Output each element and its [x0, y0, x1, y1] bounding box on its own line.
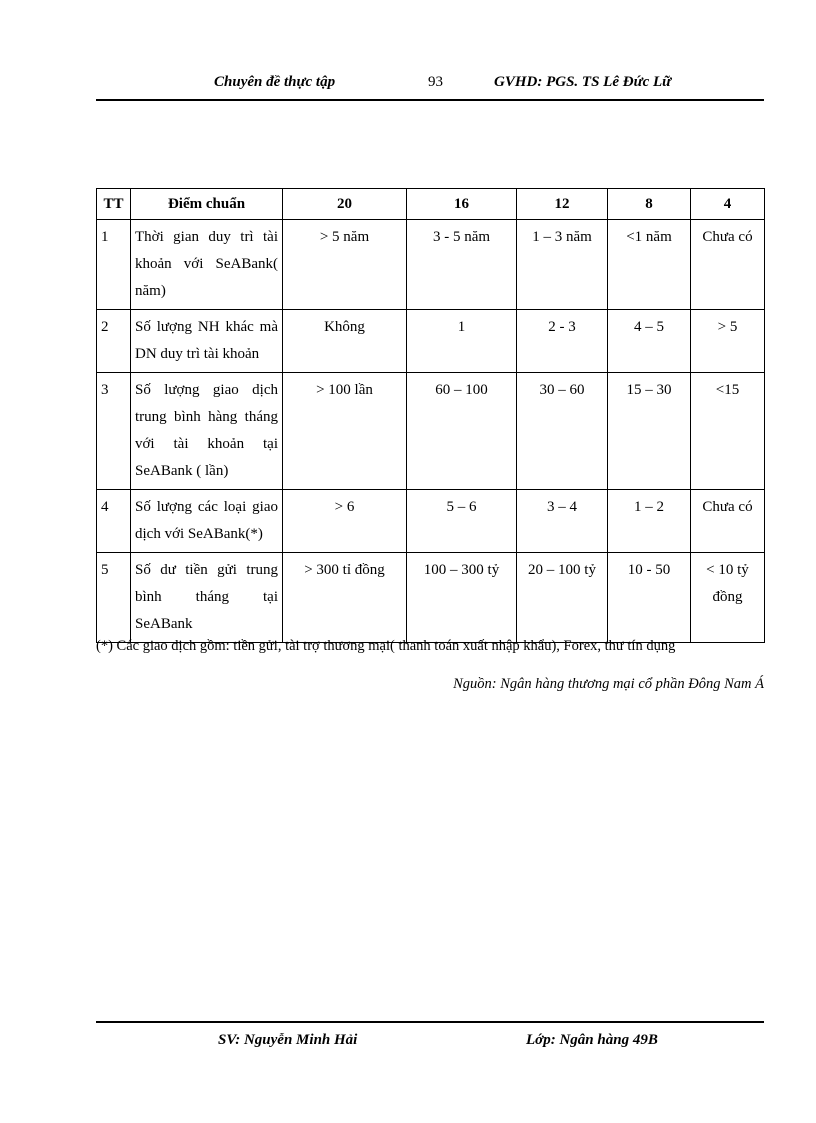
page-header — [96, 72, 764, 96]
value-cell: 15 – 30 — [608, 373, 691, 490]
criteria-cell: Thời gian duy trì tài khoản với SeABank( năm) — [131, 220, 283, 310]
criteria-cell: Số lượng giao dịch trung bình hàng tháng với tài khoản tại SeABank ( lần) — [131, 373, 283, 490]
value-cell: Chưa có — [691, 490, 765, 553]
value-cell: 30 – 60 — [517, 373, 608, 490]
header-cell-score: 8 — [608, 189, 691, 220]
header-cell-criteria: Điểm chuẩn — [131, 189, 283, 220]
header-supervisor: GVHD: PGS. TS Lê Đức Lữ — [494, 74, 672, 90]
row-number: 1 — [97, 220, 131, 310]
value-cell: > 100 lần — [283, 373, 407, 490]
header-rule — [96, 99, 764, 101]
value-cell: 2 - 3 — [517, 310, 608, 373]
header-cell-score: 20 — [283, 189, 407, 220]
value-cell: <15 — [691, 373, 765, 490]
footer-rule — [96, 1021, 764, 1023]
criteria-cell: Số dư tiền gửi trung bình tháng tại SeABank — [131, 553, 283, 643]
criteria-cell: Số lượng NH khác mà DN duy trì tài khoản — [131, 310, 283, 373]
value-cell: <1 năm — [608, 220, 691, 310]
value-cell: Chưa có — [691, 220, 765, 310]
table-row — [97, 490, 765, 553]
value-cell: Không — [283, 310, 407, 373]
value-cell: > 300 tỉ đồng — [283, 553, 407, 643]
table-footnote: (*) Các giao dịch gồm: tiền gửi, tài trợ thương mại( thanh toán xuất nhập khẩu), Forex, thư tín dụng — [96, 638, 676, 654]
footer-student: SV: Nguyễn Minh Hải — [218, 1032, 358, 1048]
table-row — [97, 220, 765, 310]
value-cell: 3 - 5 năm — [407, 220, 517, 310]
value-cell: 10 - 50 — [608, 553, 691, 643]
value-cell: 1 – 3 năm — [517, 220, 608, 310]
value-cell: 4 – 5 — [608, 310, 691, 373]
value-cell: 100 – 300 tỷ — [407, 553, 517, 643]
header-document-title: Chuyên đề thực tập — [214, 74, 336, 90]
criteria-cell: Số lượng các loại giao dịch với SeABank(*) — [131, 490, 283, 553]
table-row — [97, 553, 765, 643]
value-cell: 1 — [407, 310, 517, 373]
value-cell: > 5 năm — [283, 220, 407, 310]
value-cell: < 10 tỷ đồng — [691, 553, 765, 643]
header-cell-score: 16 — [407, 189, 517, 220]
value-cell: 5 – 6 — [407, 490, 517, 553]
row-number: 5 — [97, 553, 131, 643]
row-number: 3 — [97, 373, 131, 490]
header-page-number: 93 — [428, 74, 443, 90]
value-cell: > 6 — [283, 490, 407, 553]
table-header-row — [97, 189, 765, 220]
header-cell-score: 4 — [691, 189, 765, 220]
value-cell: 3 – 4 — [517, 490, 608, 553]
row-number: 2 — [97, 310, 131, 373]
value-cell: 1 – 2 — [608, 490, 691, 553]
value-cell: > 5 — [691, 310, 765, 373]
source-note: Nguồn: Ngân hàng thương mại cổ phần Đông Nam Á — [453, 676, 764, 692]
page-footer — [96, 1030, 764, 1054]
footer-class: Lớp: Ngân hàng 49B — [526, 1032, 658, 1048]
scoring-table — [96, 188, 765, 643]
row-number: 4 — [97, 490, 131, 553]
table-row — [97, 310, 765, 373]
value-cell: 20 – 100 tỷ — [517, 553, 608, 643]
header-cell-score: 12 — [517, 189, 608, 220]
table-row — [97, 373, 765, 490]
value-cell: 60 – 100 — [407, 373, 517, 490]
header-cell-tt: TT — [97, 189, 131, 220]
